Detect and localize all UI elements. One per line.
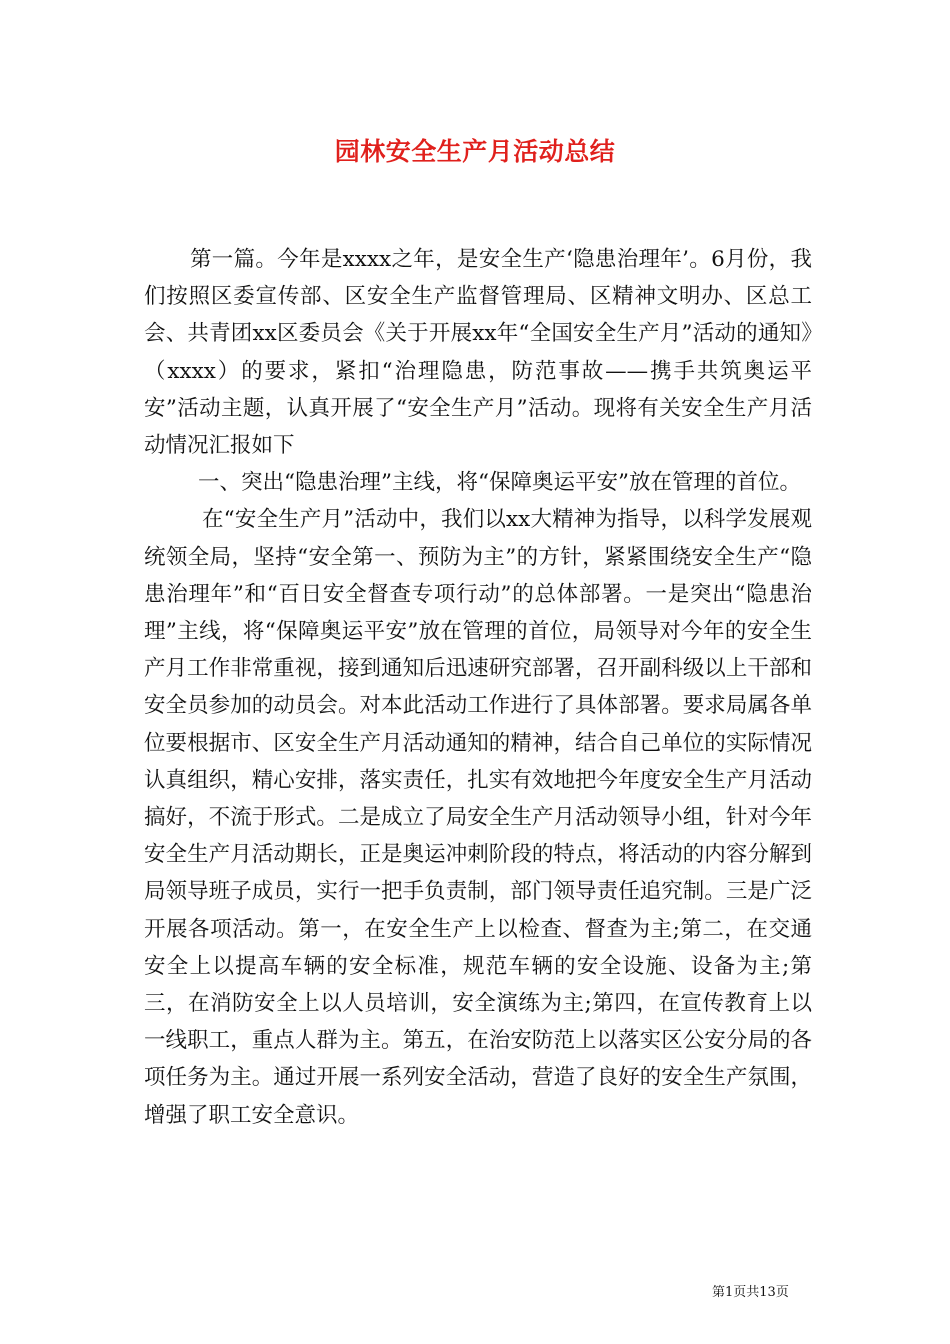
document-title: 园林安全生产月活动总结 [334, 137, 616, 166]
paragraph-intro: 第一篇。今年是xxxx之年，是安全生产‘隐患治理年’。6月份，我们按照区委宣传部、区安全生产监督管理局、区精神文明办、区总工会、共青团xx区委员会《关于开展xx年“全国安全生产月”活动的通知》（xxxx）的要求，紧扣“治理隐患，防范事故——携手共筑奥运平安”活动主题，认真开展了“安全生产月”活动。现将有关安全生产月活动情况汇报如下 [144, 247, 812, 459]
document-body [144, 241, 812, 1134]
paragraph-details: 在“安全生产月”活动中，我们以xx大精神为指导，以科学发展观统领全局，坚持“安全第一、预防为主”的方针，紧紧围绕安全生产“隐患治理年”和“百日安全督查专项行动”的总体部署。一是突出“隐患治理”主线，将“保障奥运平安”放在管理的首位，局领导对今年的安全生产月工作非常重视，接到通知后迅速研究部署，召开副科级以上干部和安全员参加的动员会。对本此活动工作进行了具体部署。要求局属各单位要根据市、区安全生产月活动通知的精神，结合自己单位的实际情况认真组织，精心安排，落实责任，扎实有效地把今年度安全生产月活动搞好，不流于形式。二是成立了局安全生产月活动领导小组，针对今年安全生产月活动期长，正是奥运冲刺阶段的特点，将活动的内容分解到局领导班子成员，实行一把手负责制，部门领导责任追究制。三是广泛开展各项活动。第一，在安全生产上以检查、督查为主;第二，在交通安全上以提高车辆的安全标准，规范车辆的安全设施、设备为主;第三，在消防安全上以人员培训，安全演练为主;第四，在宣传教育上以一线职工，重点人群为主。第五，在治安防范上以落实区公安分局的各项任务为主。通过开展一系列安全活动，营造了良好的安全生产氛围，增强了职工安全意识。 [144, 507, 812, 1128]
paragraph-section-heading: 一、突出“隐患治理”主线，将“保障奥运平安”放在管理的首位。 [198, 470, 801, 496]
page-number-footer: 第1页共13页 [712, 1285, 789, 1300]
